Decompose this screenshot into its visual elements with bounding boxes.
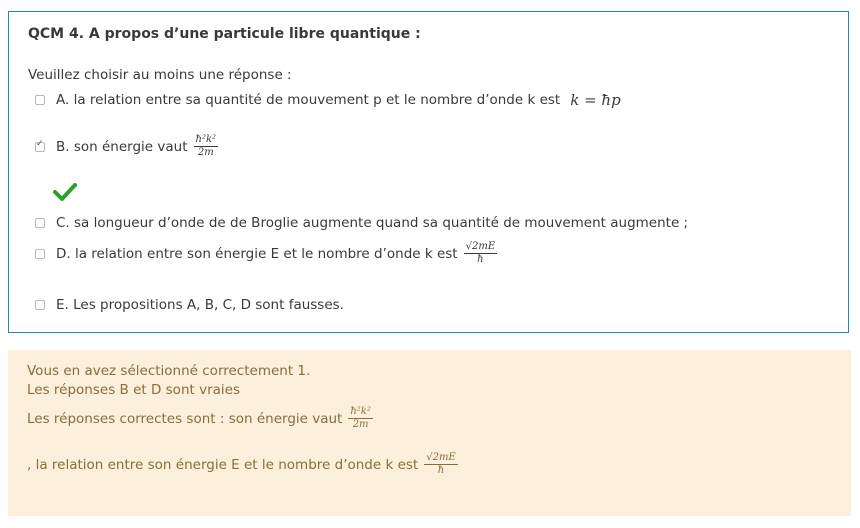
question-panel <box>8 11 849 333</box>
option-b-label: B. son énergie vaut <box>56 138 188 155</box>
feedback-relation-denominator: ħ <box>437 465 445 476</box>
feedback-score: Vous en avez sélectionné correctement 1. <box>27 363 311 379</box>
option-c[interactable] <box>35 215 688 231</box>
option-a-formula: k = ħp <box>570 91 621 109</box>
feedback-correct-answers-label: Les réponses correctes sont : son énergie vaut <box>27 410 343 427</box>
option-d-label: D. la relation entre son énergie E et le nombre d’onde k est <box>56 245 458 262</box>
option-b-checkbox[interactable] <box>35 142 45 152</box>
option-c-checkbox[interactable] <box>35 218 45 228</box>
option-d-checkbox[interactable] <box>35 249 45 259</box>
feedback-correct-answers <box>27 406 373 431</box>
option-d-formula-numerator: √2mE <box>465 241 496 252</box>
option-b-formula-numerator: ħ²k² <box>195 134 217 145</box>
option-a-checkbox[interactable] <box>35 95 45 105</box>
option-d[interactable] <box>35 241 497 266</box>
option-a-label: A. la relation entre sa quantité de mouvement p et le nombre d’onde k est <box>56 92 561 108</box>
option-e[interactable] <box>35 297 344 313</box>
feedback-energy-formula <box>348 406 373 431</box>
feedback-relation-label: , la relation entre son énergie E et le nombre d’onde k est <box>27 456 419 473</box>
option-a[interactable] <box>35 91 621 109</box>
feedback-relation-formula <box>424 452 458 477</box>
feedback-energy-denominator: 2m <box>352 419 369 430</box>
option-c-label: C. sa longueur d’onde de de Broglie augmente quand sa quantité de mouvement augmente ; <box>56 215 689 231</box>
feedback-relation-numerator: √2mE <box>426 452 456 463</box>
feedback-panel <box>8 350 851 516</box>
option-d-formula-denominator: ħ <box>477 254 484 265</box>
feedback-relation <box>27 452 458 477</box>
checkmark-icon <box>53 182 77 202</box>
option-b-formula <box>194 134 219 159</box>
option-b[interactable] <box>35 134 218 159</box>
option-d-formula <box>464 241 498 266</box>
option-e-checkbox[interactable] <box>35 300 45 310</box>
feedback-energy-numerator: ħ²k² <box>350 406 371 417</box>
option-b-formula-denominator: 2m <box>197 147 214 158</box>
feedback-true-answers: Les réponses B et D sont vraies <box>27 382 240 398</box>
option-e-label: E. Les propositions A, B, C, D sont fausses. <box>56 297 344 313</box>
question-prompt: Veuillez choisir au moins une réponse : <box>28 67 292 83</box>
question-title: QCM 4. A propos d’une particule libre quantique : <box>28 26 421 42</box>
